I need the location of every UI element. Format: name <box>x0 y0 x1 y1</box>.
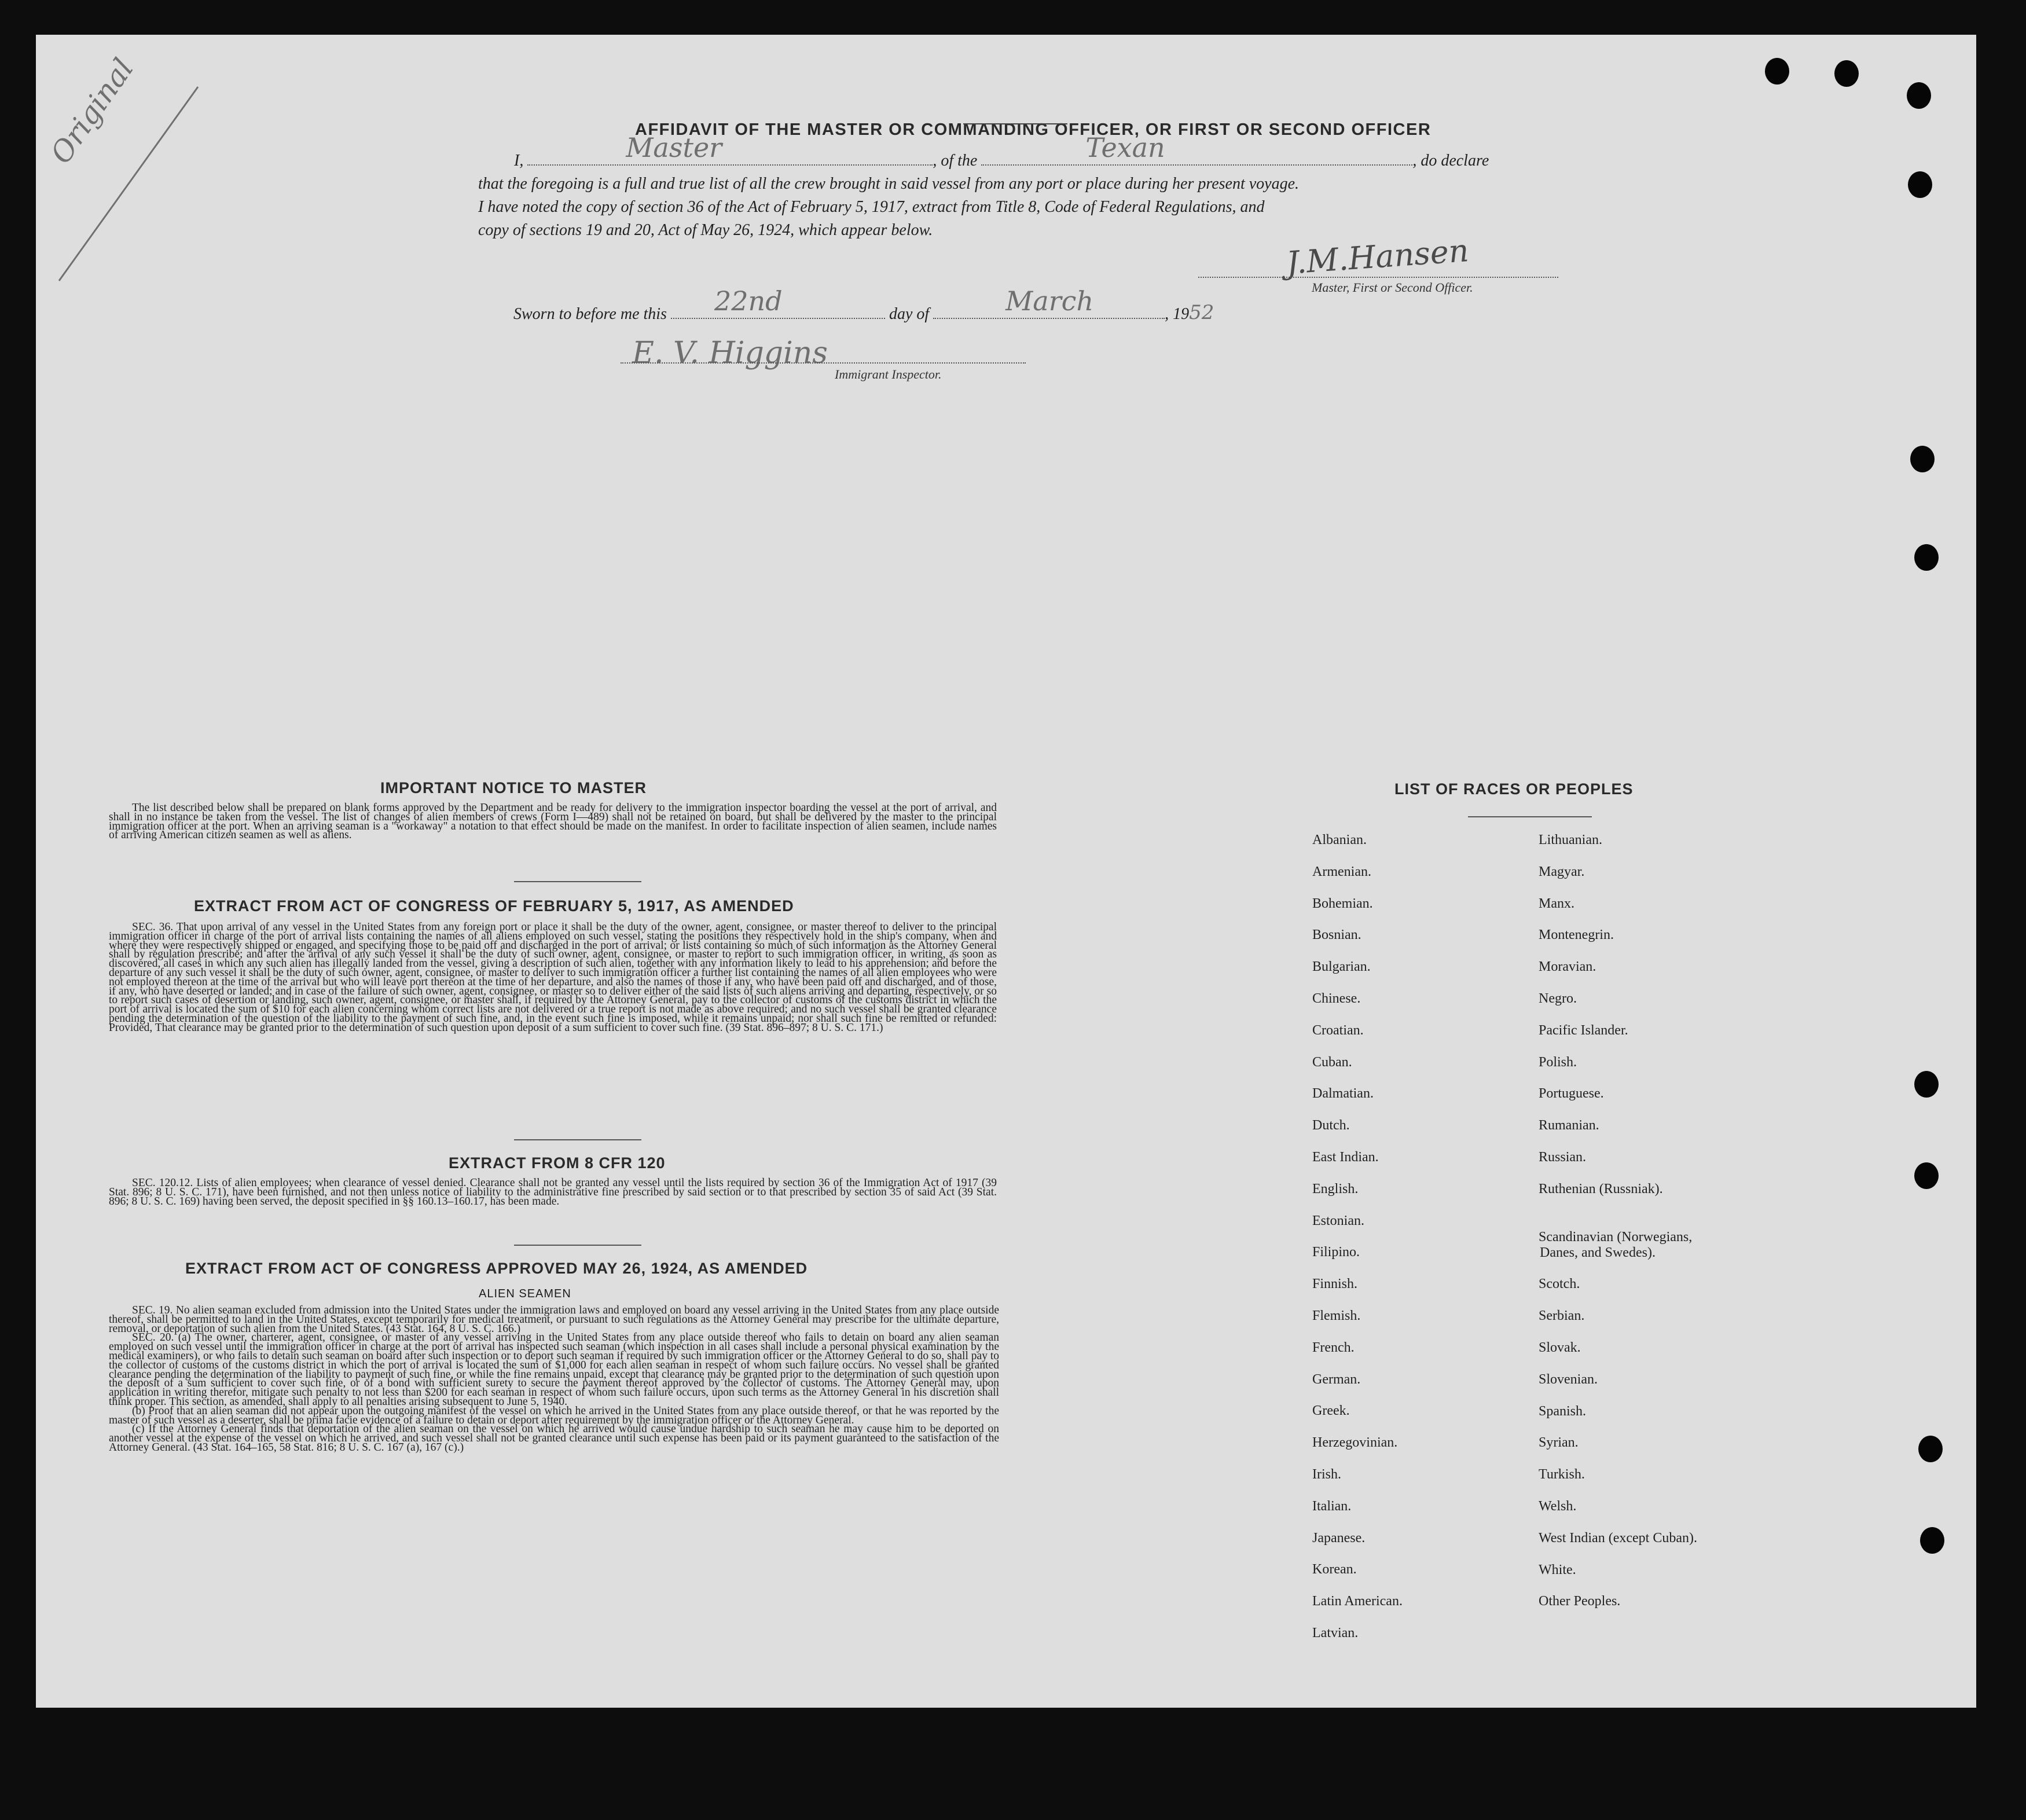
race-item: Serbian. <box>1539 1308 1585 1324</box>
section-divider <box>514 1245 641 1246</box>
notice-title: IMPORTANT NOTICE TO MASTER <box>380 779 647 797</box>
race-item: English. <box>1312 1181 1359 1197</box>
section-20b: (b) Proof that an alien seaman did not appear upon the outgoing manifest of the vessel on which he arrived in the United States from any place outside thereof, or that he was reported by the master of such vessel as a deserter, shall be prima facie evidence of a failure to detain or deport after requirement by the immigration officer or the Attorney General. <box>109 1404 999 1426</box>
race-item: White. <box>1539 1562 1576 1577</box>
day-value: 22nd <box>714 285 783 317</box>
race-item: Korean. <box>1312 1562 1357 1577</box>
section-divider <box>514 881 641 882</box>
race-item: German. <box>1312 1371 1361 1387</box>
race-item: Armenian. <box>1312 864 1371 879</box>
race-item: Latin American. <box>1312 1594 1403 1609</box>
race-item: Dalmatian. <box>1312 1086 1374 1102</box>
punch-hole <box>1914 1162 1939 1189</box>
declaration-line-1 <box>514 132 1489 170</box>
race-item: Spanish. <box>1539 1403 1587 1419</box>
race-item: Albanian. <box>1312 832 1367 847</box>
year-value: 52 <box>1189 301 1214 324</box>
section-120-12: SEC. 120.12. Lists of alien employees; when clearance of vessel denied. Clearance shall not be granted any vessel until the lists required by section 36 of the Immigration Act of 1917 (39 Stat. 896; 8 U. S. C. 171), have been furnished, and not then unless notice of liability to the administrative fine prescribed by said section or to that prescribed by section 35 of said Act (39 Stat. 896; 8 U. S. C. 169) having been served, the deposit specified in §§ 160.13–160.17, has been made. <box>109 1177 997 1208</box>
day-of-label: day of <box>889 305 930 323</box>
race-item: Rumanian. <box>1539 1118 1599 1133</box>
races-column-2 <box>1539 832 1697 1625</box>
race-item: Lithuanian. <box>1539 832 1602 847</box>
race-item: Bosnian. <box>1312 927 1361 943</box>
race-item: Irish. <box>1312 1466 1341 1482</box>
notice-text <box>109 803 997 840</box>
year-prefix: , 19 <box>1165 305 1190 323</box>
race-item: Dutch. <box>1312 1118 1350 1133</box>
race-item: Other Peoples. <box>1539 1594 1621 1609</box>
race-item: French. <box>1312 1340 1355 1355</box>
inspector-caption: Immigrant Inspector. <box>835 367 942 381</box>
races-divider <box>1468 816 1592 817</box>
race-item: Estonian. <box>1312 1213 1364 1228</box>
punch-hole <box>1834 60 1859 87</box>
race-item: Flemish. <box>1312 1308 1361 1323</box>
margin-stroke <box>53 81 227 289</box>
race-item: Japanese. <box>1312 1530 1366 1546</box>
punch-hole <box>1910 446 1935 472</box>
punch-hole <box>1914 1071 1939 1098</box>
races-column-1 <box>1312 832 1403 1657</box>
declaration-mid: , of the <box>933 152 978 170</box>
extract-1917-title: EXTRACT FROM ACT OF CONGRESS OF FEBRUARY 5, 1917, AS AMENDED <box>194 897 794 915</box>
alien-seamen-subtitle: ALIEN SEAMEN <box>479 1287 571 1300</box>
month-field <box>933 285 1165 319</box>
month-value: March <box>1005 285 1094 317</box>
race-item: Slovenian. <box>1539 1371 1598 1387</box>
section-36: SEC. 36. That upon arrival of any vessel in the United States from any foreign port or place it shall be the duty of the owner, agent, consignee, or master thereof to deliver to the principal immigration officer in charge of the port of arrival lists containing the names of all aliens employed on such vessel, stating the positions they respectively hold in the ship's company, when and where they were respectively shipped or engaged, and specifying those to be paid off and discharged in the port of arrival; or lists containing so much of such information as the Attorney General shall by regulation prescribe; and after the arrival of any such vessel it shall be the duty of such owner, agent, consignee, or master to report to such immigration officer, in writing, as soon as discovered, all cases in which any such alien has illegally landed from the vessel, giving a description of such alien, together with any information likely to lead to his apprehension; and before the departure of any such vessel it shall be the duty of such owner, agent, consignee, or master to deliver to such immigration officer a further list containing the names of all alien employees who were not employed thereon at the time of the arrival but who will leave port thereon at the time of her departure, and also the names of those if any, who have been paid off and discharged, and of those, if any, who have deserted or landed; and in case of the failure of such owner, agent, consignee, or master so to deliver either of the said lists of such aliens arriving and departing, respectively, or so to report such cases of desertion or landing, such owner, agent, consignee, or master shall, if required by the Attorney General, pay to the collector of customs of the customs district in which the port of arrival is located the sum of $10 for each alien concerning whom correct lists are not delivered or a true report is not made as above required; and no such vessel shall be granted clearance pending the determination of the question of the liability to the payment of such fine, and, in the event such fine is imposed, while it remains unpaid; nor shall such fine be remitted or refunded: Provided, That clearance may be granted prior to the determination of such question upon deposit of a sum sufficient to cover such fine. (39 Stat. 896–897; 8 U. S. C. 171.) <box>109 921 997 1034</box>
inspector-signature: E. V. Higgins <box>632 336 828 370</box>
race-item: Chinese. <box>1312 990 1361 1006</box>
punch-hole <box>1914 544 1939 571</box>
section-20c: (c) If the Attorney General finds that deportation of the alien seaman on the vessel on which he arrived would cause undue hardship to such seaman he may cause him to be deported on another vessel at the expense of the vessel on which he arrived, and such vessel shall not be granted clearance until such expense has been paid or its payment guaranteed to the satisfaction of the Attorney General. (43 Stat. 164–165, 58 Stat. 816; 8 U. S. C. 167 (a), 167 (c).) <box>109 1423 999 1454</box>
extract-1924-text <box>109 1306 999 1452</box>
race-item: Syrian. <box>1539 1435 1579 1451</box>
sworn-line <box>513 285 1214 324</box>
races-title: LIST OF RACES OR PEOPLES <box>1394 780 1634 798</box>
declaration-prefix: I, <box>514 152 524 170</box>
punch-hole <box>1765 58 1789 85</box>
punch-hole <box>1907 82 1931 109</box>
document-page <box>36 35 1976 1708</box>
title-divider <box>963 123 1067 124</box>
race-item: Croatian. <box>1312 1022 1364 1038</box>
race-item: Scotch. <box>1539 1276 1580 1292</box>
race-item: Finnish. <box>1312 1276 1358 1292</box>
race-item: Moravian. <box>1539 959 1596 975</box>
race-item: Filipino. <box>1312 1245 1360 1260</box>
notice-paragraph: The list described below shall be prepared on blank forms approved by the Department and be ready for delivery to the immigration inspector boarding the vessel at the port of arrival, and shall in no instance be taken from the vessel. The list of changes of alien members of crews (Form I—489) shall not be retained on board, but shall be delivered by the master to the principal immigration officer at the port. When an arriving seaman is a "workaway" a notation to that effect should be made on the manifest. In order to facilitate inspection of alien seamen, include names of arriving American citizen seamen as well as aliens. <box>109 802 997 842</box>
race-item: Bohemian. <box>1312 896 1373 911</box>
section-19: SEC. 19. No alien seaman excluded from admission into the United States under the immigration laws and employed on board any vessel arriving in the United States from any place outside thereof, shall be permitted to land in the United States, except temporarily for medical treatment, or pursuant to such regulations as the Attorney General may prescribe for the ultimate departure, removal, or deportation of such alien from the United States. (43 Stat. 164, 8 U. S. C. 166.) <box>109 1304 999 1335</box>
race-item: Slovak. <box>1539 1340 1581 1355</box>
race-item: West Indian (except Cuban). <box>1539 1530 1697 1546</box>
race-item: Portuguese. <box>1539 1086 1604 1102</box>
race-item: Polish. <box>1539 1054 1577 1070</box>
signature-caption: Master, First or Second Officer. <box>1312 280 1473 295</box>
rank-field <box>527 132 933 166</box>
race-item: Turkish. <box>1539 1467 1585 1483</box>
margin-note: Original <box>44 52 141 170</box>
rank-value: Master <box>626 132 722 163</box>
race-item: Welsh. <box>1539 1498 1577 1514</box>
declaration-line-3: I have noted the copy of section 36 of the Act of February 5, 1917, extract from Title 8, Code of Federal Regulations, and <box>478 198 1265 216</box>
inspector-line <box>621 362 1026 364</box>
race-item: Cuban. <box>1312 1054 1352 1070</box>
sworn-prefix: Sworn to before me this <box>513 305 667 323</box>
race-item: Montenegrin. <box>1539 927 1614 943</box>
declaration-line-4: copy of sections 19 and 20, Act of May 26, 1924, which appear below. <box>478 221 933 239</box>
vessel-value: Texan <box>1085 132 1165 163</box>
race-item: Magyar. <box>1539 864 1585 879</box>
master-signature: J.M.Hansen <box>1285 232 1470 281</box>
race-item: Pacific Islander. <box>1539 1022 1628 1038</box>
extract-cfr-title: EXTRACT FROM 8 CFR 120 <box>449 1154 666 1172</box>
signature-line <box>1198 277 1558 278</box>
race-item: Scandinavian (Norwegians, <box>1539 1229 1693 1245</box>
race-item: East Indian. <box>1312 1149 1379 1165</box>
punch-hole <box>1920 1527 1944 1554</box>
extract-1917-text <box>109 923 997 1033</box>
affidavit-title: AFFIDAVIT OF THE MASTER OR COMMANDING OFFICER, OR FIRST OR SECOND OFFICER <box>635 120 1432 139</box>
race-item: Manx. <box>1539 896 1574 911</box>
section-divider <box>514 1139 641 1140</box>
race-item: Danes, and Swedes). <box>1540 1245 1656 1260</box>
extract-1924-title: EXTRACT FROM ACT OF CONGRESS APPROVED MAY 26, 1924, AS AMENDED <box>185 1260 808 1277</box>
race-item: Herzegovinian. <box>1312 1435 1398 1451</box>
declaration-line-2: that the foregoing is a full and true list of all the crew brought in said vessel from any port or place during her present voyage. <box>478 175 1300 193</box>
race-item: Greek. <box>1312 1403 1350 1419</box>
race-item: Latvian. <box>1312 1625 1359 1641</box>
section-20a: SEC. 20. (a) The owner, charterer, agent, consignee, or master of any vessel arriving in the United States from any place outside thereof who fails to detain on board any alien seaman employed on such vessel until the immigration officer in charge at the port of arrival has inspected such seaman (which inspection in all cases shall include a personal physical examination by the medical examiners), or who fails to detain such seaman on board after such inspection or to deport such seaman if required by such immigration officer or the Attorney General to do so, shall pay to the collector of customs of the customs district in which the port of arrival is located the sum of $1,000 for each alien seaman in respect of whom such failure occurs. No vessel shall be granted clearance pending the determination of the liability to payment of such fine, or while the fine remains unpaid, except that clearance may be granted prior to the determination of such question upon the deposit of a sum sufficient to cover such fine, or of a bond with sufficient surety to secure the payment thereof approved by the collector of customs. The Attorney General may, upon application in writing therefor, mitigate such penalty to not less than $200 for each seaman in respect of whom such failure occurs, upon such terms as the Attorney General in his discretion shall think proper. This section, as amended, shall apply to all penalties arising subsequent to June 5, 1940. <box>109 1331 999 1408</box>
race-item: Russian. <box>1539 1149 1587 1165</box>
extract-cfr-text <box>109 1179 997 1206</box>
race-item: Italian. <box>1312 1498 1352 1514</box>
race-item: Negro. <box>1539 990 1577 1006</box>
punch-hole <box>1918 1436 1943 1462</box>
race-item: Bulgarian. <box>1312 959 1371 975</box>
day-field <box>671 285 885 319</box>
vessel-field <box>981 132 1412 166</box>
declaration-suffix: , do declare <box>1412 152 1489 170</box>
race-item: Ruthenian (Russniak). <box>1539 1181 1663 1197</box>
punch-hole <box>1908 171 1932 198</box>
